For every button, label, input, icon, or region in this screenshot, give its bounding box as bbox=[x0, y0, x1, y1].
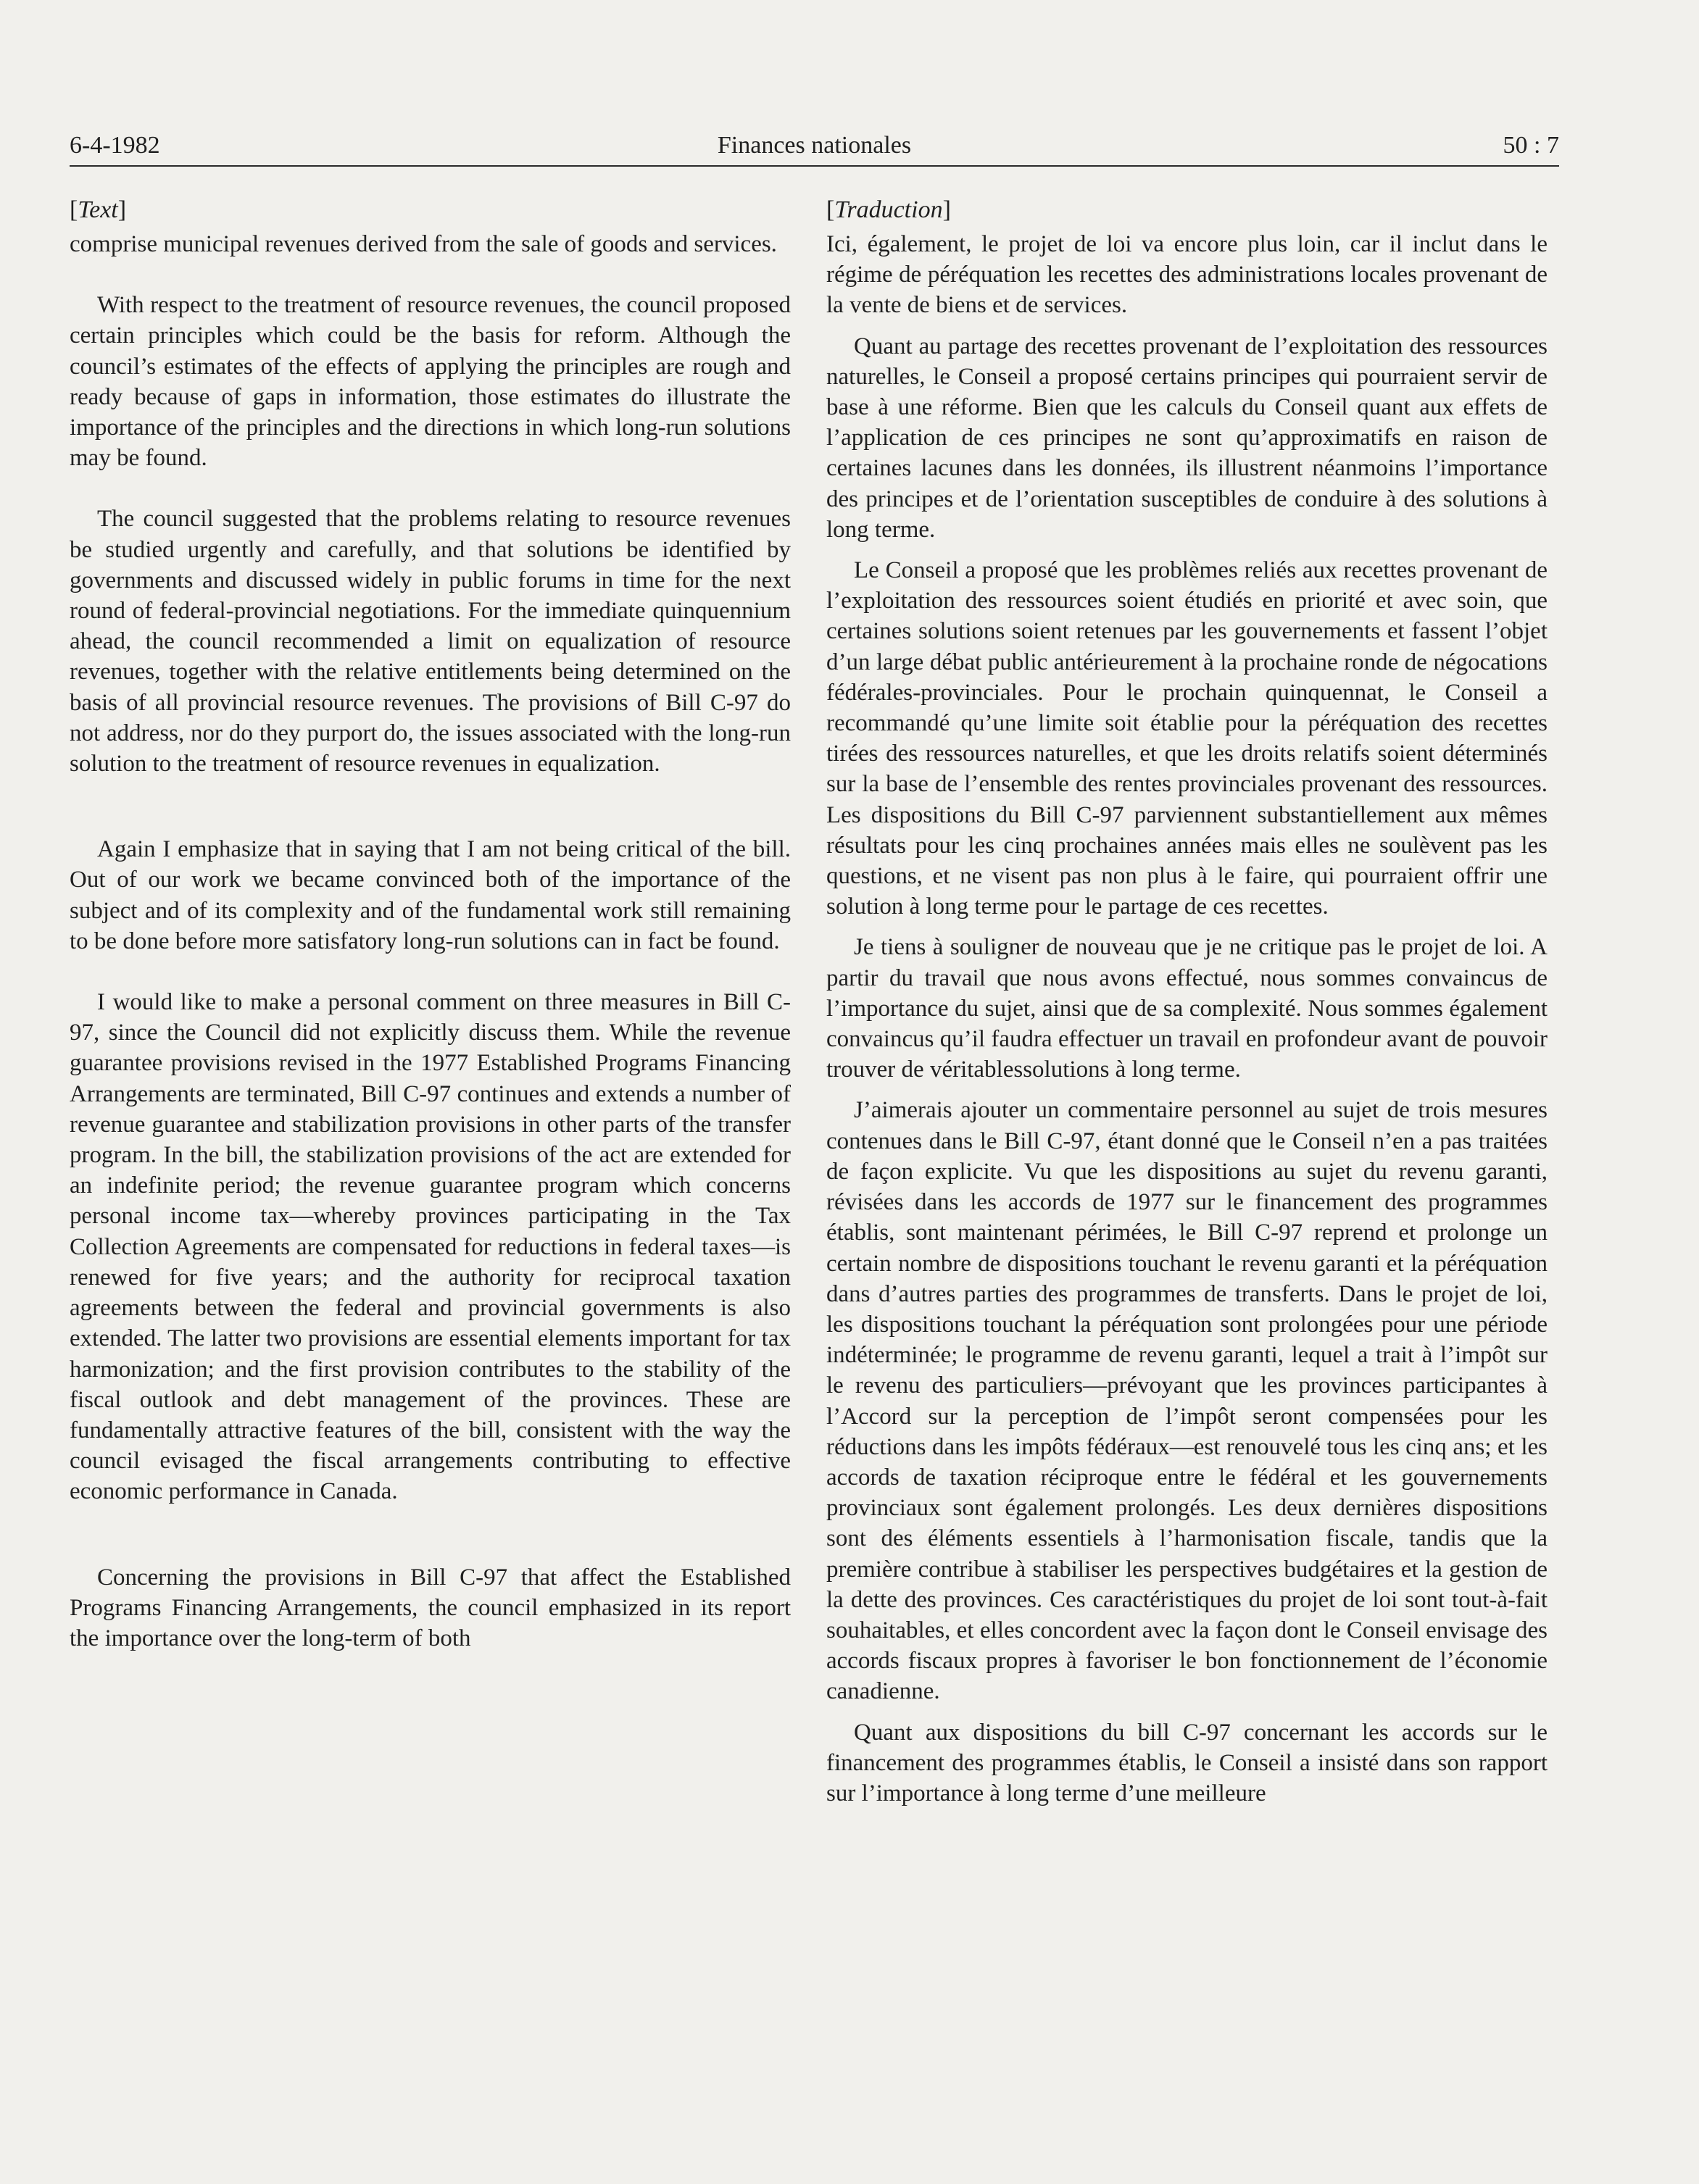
paragraph: The council suggested that the problems relating to resource revenues be studied urgently and carefully, and that solutions be identified by governments and discussed widely in public forums in time for the next round of federal-provincial negotiations. For the immediate quinquennium ahead, the council recommended a limit on equalization of resource revenues, together with the relative entitlements being determined on the basis of all provincial resource revenues. The provisions of Bill C-97 do not address, nor do they purport do, the issues associated with the long-run solution to the treatment of resource revenues in equalization. bbox=[70, 506, 791, 778]
paragraph: comprise municipal revenues derived from the sale of goods and services. bbox=[70, 231, 777, 257]
paragraph: Je tiens à souligner de nouveau que je ne critique pas le projet de loi. A partir du travail que nous avons effectué, nous sommes convaincus de l’importance du sujet, ainsi que de sa complexité. Nous sommes également convaincus qu’il faudra effectuer un travail en profondeur avant de pouvoir trouver de véritablessolutions à long terme. bbox=[826, 934, 1548, 1083]
label-text: Text bbox=[78, 196, 118, 223]
english-column bbox=[70, 194, 791, 1684]
label-text: Traduction bbox=[834, 196, 943, 223]
header-date: 6-4-1982 bbox=[70, 132, 160, 159]
header-title: Finances nationales bbox=[717, 132, 912, 159]
section-label-text: [Text] bbox=[70, 196, 127, 223]
paragraph: I would like to make a personal comment on three measures in Bill C-97, since the Council did not explicitly discuss them. While the revenue guarantee provisions revised in the 1977 Established Programs Financing Arrangements are terminated, Bill C-97 continues and extends a number of revenue guarantee and stabilization provisions in other parts of the transfer program. In the bill, the stabilization provisions of the act are extended for an indefinite period; the revenue guarantee program which concerns personal income tax—whereby provinces participating in the Tax Collection Agreements are compensated for reductions in federal taxes—is renewed for five years; and the authority for reciprocal taxation agreements between the federal and provincial governments is also extended. The latter two provisions are essential elements important for tax harmonization; and the first provision contributes to the stability of the fiscal outlook and debt management of the provinces. These are fundamentally attractive features of the bill, consistent with the way the council evisaged the fiscal arrangements contributing to effective economic performance in Canada. bbox=[70, 989, 791, 1505]
section-label-traduction: [Traduction] bbox=[826, 196, 951, 223]
paragraph: Le Conseil a proposé que les problèmes reliés aux recettes provenant de l’exploitation des ressources soient étudiés en priorité et avec soin, que certaines solutions soient retenues par les gouvernements et fassent l’objet d’un large débat public antérieurement à la prochaine ronde de négocations fédérales-provinciales. Pour le prochain quinquennat, le Conseil a recommandé qu’une limite soit établie pour la péréquation des recettes tirées des ressources naturelles, et que les droits relatifs soient déterminés sur la base de l’ensemble des rentes provinciales provenant des ressources. Les dispositions du Bill C-97 parviennent substantiellement aux mêmes résultats pour les cinq prochaines années mais elles ne soulèvent pas les questions, et ne visent pas non plus à le faire, qui pourraient offrir une solution à long terme pour le partage de ces recettes. bbox=[826, 557, 1548, 920]
page-header bbox=[70, 122, 1559, 167]
paragraph: Concerning the provisions in Bill C-97 that affect the Established Programs Financing Arrangements, the council emphasized in its report the importance over the long-term of both bbox=[70, 1564, 791, 1651]
french-column bbox=[826, 194, 1548, 1819]
paragraph: Again I emphasize that in saying that I am not being critical of the bill. Out of our work we became convinced both of the importance of the subject and of its complexity and of the fundamental work still remaining to be done before more satisfatory long-run solutions can in fact be found. bbox=[70, 836, 791, 954]
paragraph: With respect to the treatment of resource revenues, the council proposed certain principles which could be the basis for reform. Although the council’s estimates of the effects of applying the principles are rough and ready because of gaps in information, those estimates do illustrate the importance of the principles and the directions in which long-run solutions may be found. bbox=[70, 292, 791, 472]
paragraph: Quant aux dispositions du bill C-97 concernant les accords sur le financement des programmes établis, le Conseil a insisté dans son rapport sur l’importance à long terme d’une meilleure bbox=[826, 1719, 1548, 1806]
paragraph: J’aimerais ajouter un commentaire personnel au sujet de trois mesures contenues dans le Bill C-97, étant donné que le Conseil n’en a pas traitées de façon explicite. Vu que les dispositions au sujet du revenu garanti, révisées dans les accords de 1977 sur le financement des programmes établis, sont maintenant périmées, le Bill C-97 reprend et prolonge un certain nombre de dispositions touchant le revenu garanti et la péréquation dans d’autres parties des programmes de transferts. Dans le projet de loi, les dispositions touchant la péréquation sont prolongées pour une période indéterminée; le programme de revenu garanti, lequel a trait à l’impôt sur le revenu des particuliers—prévoyant que les provinces participantes à l’Accord sur la perception de l’impôt seront compensées pour les réductions dans les impôts fédéraux—est renouvelé tous les cinq ans; et les accords de taxation réciproque entre le fédéral et les gouvernements provinciaux sont également prolongés. Les deux dernières dispositions sont des éléments essentiels à l’harmonisation fiscale, tandis que la première contribue à stabiliser les perspectives budgétaires et la gestion de la dette des provinces. Ces caractéristiques du projet de loi sont tout-à-fait souhaitables, et elles concordent avec la façon dont le Conseil envisage des accords fiscaux propres à favoriser le bon fonctionnement de l’économie canadienne. bbox=[826, 1097, 1548, 1705]
paragraph: Quant au partage des recettes provenant de l’exploitation des ressources naturelles, le Conseil a proposé certains principes qui pourraient servir de base à une réforme. Bien que les calculs du Conseil quant aux effets de l’application de ces principes ne sont qu’approximatifs en raison de certaines lacunes dans les données, ils illustrent néanmoins l’importance des principes et de l’orientation susceptibles de conduire à des solutions à long terme. bbox=[826, 333, 1548, 543]
paragraph: Ici, également, le projet de loi va encore plus loin, car il inclut dans le régime de péréquation les recettes des administrations locales provenant de la vente de biens et de services. bbox=[826, 231, 1548, 319]
header-page-number: 50 : 7 bbox=[1503, 132, 1559, 159]
